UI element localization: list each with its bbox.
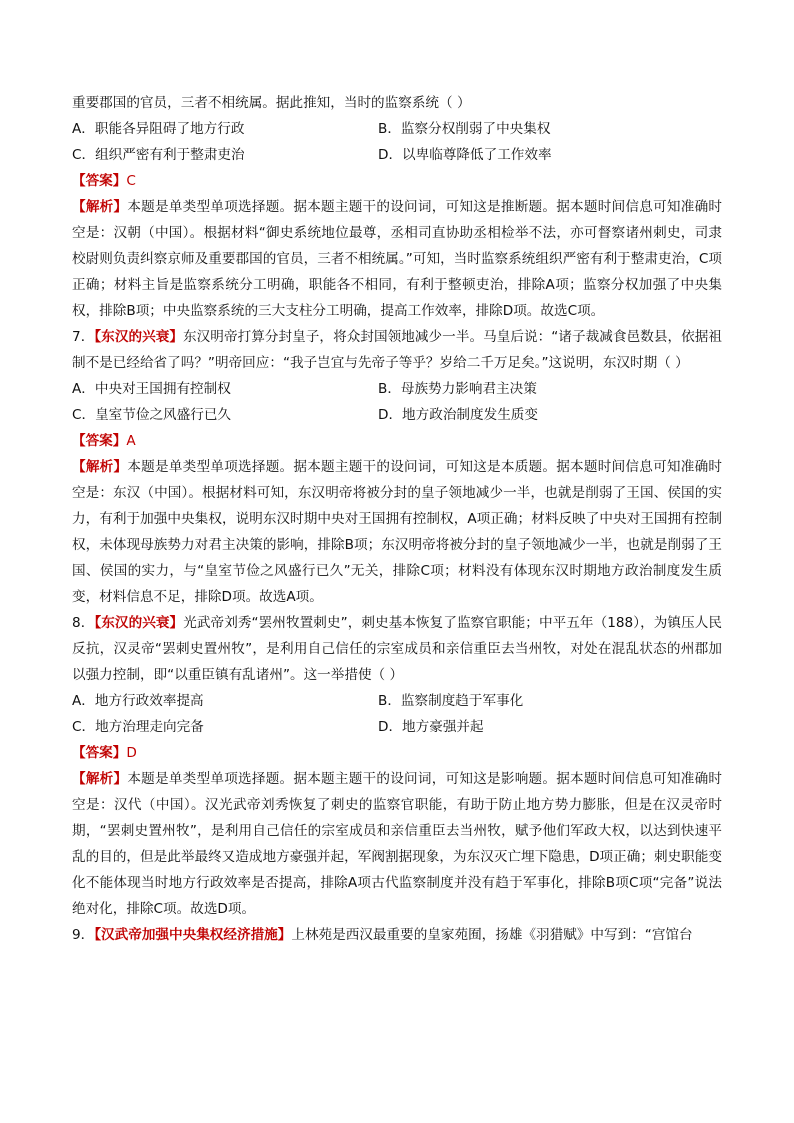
- stem-text: 光武帝刘秀“罢州牧置刺史”，刺史基本恢复了监察官职能；中平五年（188），为镇压人民反抗，汉灵帝“罢刺史置州牧”，是利用自己信任的宗室成员和亲信重臣去当州牧，对处在混乱状态的州郡加以强力控制，即“以重臣镇有乱诸州”。这一举措使（ ）: [72, 615, 723, 683]
- analysis-label: 【解析】: [72, 459, 128, 475]
- q6-analysis: [72, 194, 722, 324]
- q7-options-row-2: [72, 402, 722, 428]
- q8-option-a: A．地方行政效率提高: [72, 693, 204, 709]
- q8-analysis: [72, 766, 722, 922]
- q7-answer: [72, 428, 722, 454]
- q7-option-c: C．皇室节俭之风盛行已久: [72, 407, 232, 423]
- analysis-label: 【解析】: [72, 771, 128, 787]
- q7-analysis: [72, 454, 722, 610]
- q6-option-c: C．组织严密有利于整肃吏治: [72, 147, 245, 163]
- q6-option-b: B．监察分权削弱了中央集权: [378, 121, 551, 137]
- q7-option-d: D．地方政治制度发生质变: [378, 407, 538, 423]
- q6-option-d: D．以卑临尊降低了工作效率: [378, 147, 552, 163]
- stem-text: 东汉明帝打算分封皇子，将众封国领地减少一半。马皇后说：“诸子裁减食邑数县，依据祖制不是已经给省了吗？”明帝回应：“我子岂宜与先帝子等乎？岁给二千万足矣。”这说明，东汉时期（ ）: [72, 329, 723, 371]
- stem-text: 上林苑是西汉最重要的皇家苑囿，扬雄《羽猎赋》中写到：“宫馆台: [291, 927, 693, 943]
- answer-value: D: [126, 745, 137, 761]
- question-number: 7．: [72, 329, 95, 345]
- document-page: [72, 90, 722, 948]
- question-number: 9．: [72, 927, 95, 943]
- q6-answer: [72, 168, 722, 194]
- q7-option-a: A．中央对王国拥有控制权: [72, 381, 231, 397]
- q8-option-b: B．监察制度趋于军事化: [378, 693, 524, 709]
- q6-options-row-2: [72, 142, 722, 168]
- q6-stem-tail: 重要郡国的官员，三者不相统属。据此推知，当时的监察系统（ ）: [72, 95, 471, 111]
- analysis-label: 【解析】: [72, 199, 128, 215]
- q7-options-row-1: [72, 376, 722, 402]
- topic-tag: 【汉武帝加强中央集权经济措施】: [94, 927, 292, 943]
- q7-stem: [72, 324, 722, 376]
- q6-option-a: A．职能各异阻碍了地方行政: [72, 121, 245, 137]
- topic-tag: 【东汉的兴衰】: [94, 615, 184, 631]
- q8-option-c: C．地方治理走向完备: [72, 719, 204, 735]
- question-number: 8．: [72, 615, 95, 631]
- q7-option-b: B．母族势力影响君主决策: [378, 381, 537, 397]
- q8-option-d: D．地方豪强并起: [378, 719, 484, 735]
- q6-options-row-1: [72, 116, 722, 142]
- answer-value: A: [126, 433, 136, 449]
- q8-options-row-1: [72, 688, 722, 714]
- q8-stem: [72, 610, 722, 688]
- q9-stem: [72, 922, 722, 948]
- q8-options-row-2: [72, 714, 722, 740]
- answer-label: 【答案】: [72, 433, 127, 449]
- topic-tag: 【东汉的兴衰】: [94, 329, 184, 345]
- analysis-text: 本题是单类型单项选择题。据本题主题干的设问词，可知这是推断题。据本题时间信息可知准确时空是：汉朝（中国）。根据材料“御史系统地位最尊，丞相司直协助丞相检举不法，亦可督察诸州刺史，司隶校尉则负责纠察京师及重要郡国的官员，三者不相统属。”可知，当时监察系统组织严密有利于整肃吏治，C项正确；材料主旨是监察系统分工明确，职能各不相同，有利于整顿吏治，排除A项；监察分权加强了中央集权，排除B项；中央监察系统的三大支柱分工明确，提高工作效率，排除D项。故选C项。: [72, 199, 723, 319]
- answer-value: C: [126, 173, 136, 189]
- answer-label: 【答案】: [72, 745, 127, 761]
- q8-answer: [72, 740, 722, 766]
- answer-label: 【答案】: [72, 173, 127, 189]
- analysis-text: 本题是单类型单项选择题。据本题主题干的设问词，可知这是本质题。据本题时间信息可知准确时空是：东汉（中国）。根据材料可知，东汉明帝将被分封的皇子领地减少一半，也就是削弱了王国、侯国的实力，有利于加强中央集权，说明东汉时期中央对王国拥有控制权，A项正确；材料反映了中央对王国拥有控制权，未体现母族势力对君主决策的影响，排除B项；东汉明帝将被分封的皇子领地减少一半，也就是削弱了王国、侯国的实力，与“皇室节俭之风盛行已久”无关，排除C项；材料没有体现东汉时期地方政治制度发生质变，材料信息不足，排除D项。故选A项。: [72, 459, 723, 605]
- analysis-text: 本题是单类型单项选择题。据本题主题干的设问词，可知这是影响题。据本题时间信息可知准确时空是：汉代（中国）。汉光武帝刘秀恢复了刺史的监察官职能，有助于防止地方势力膨胀，但是在汉灵帝时期，“罢刺史置州牧”，是利用自己信任的宗室成员和亲信重臣去当州牧，赋予他们军政大权，以达到快速平乱的目的，但是此举最终又造成地方豪强并起，军阀割据现象，为东汉灭亡埋下隐患，D项正确；刺史职能变化不能体现当时地方行政效率是否提高，排除A项古代监察制度并没有趋于军事化，排除B项C项“完备”说法绝对化，排除C项。故选D项。: [72, 771, 723, 917]
